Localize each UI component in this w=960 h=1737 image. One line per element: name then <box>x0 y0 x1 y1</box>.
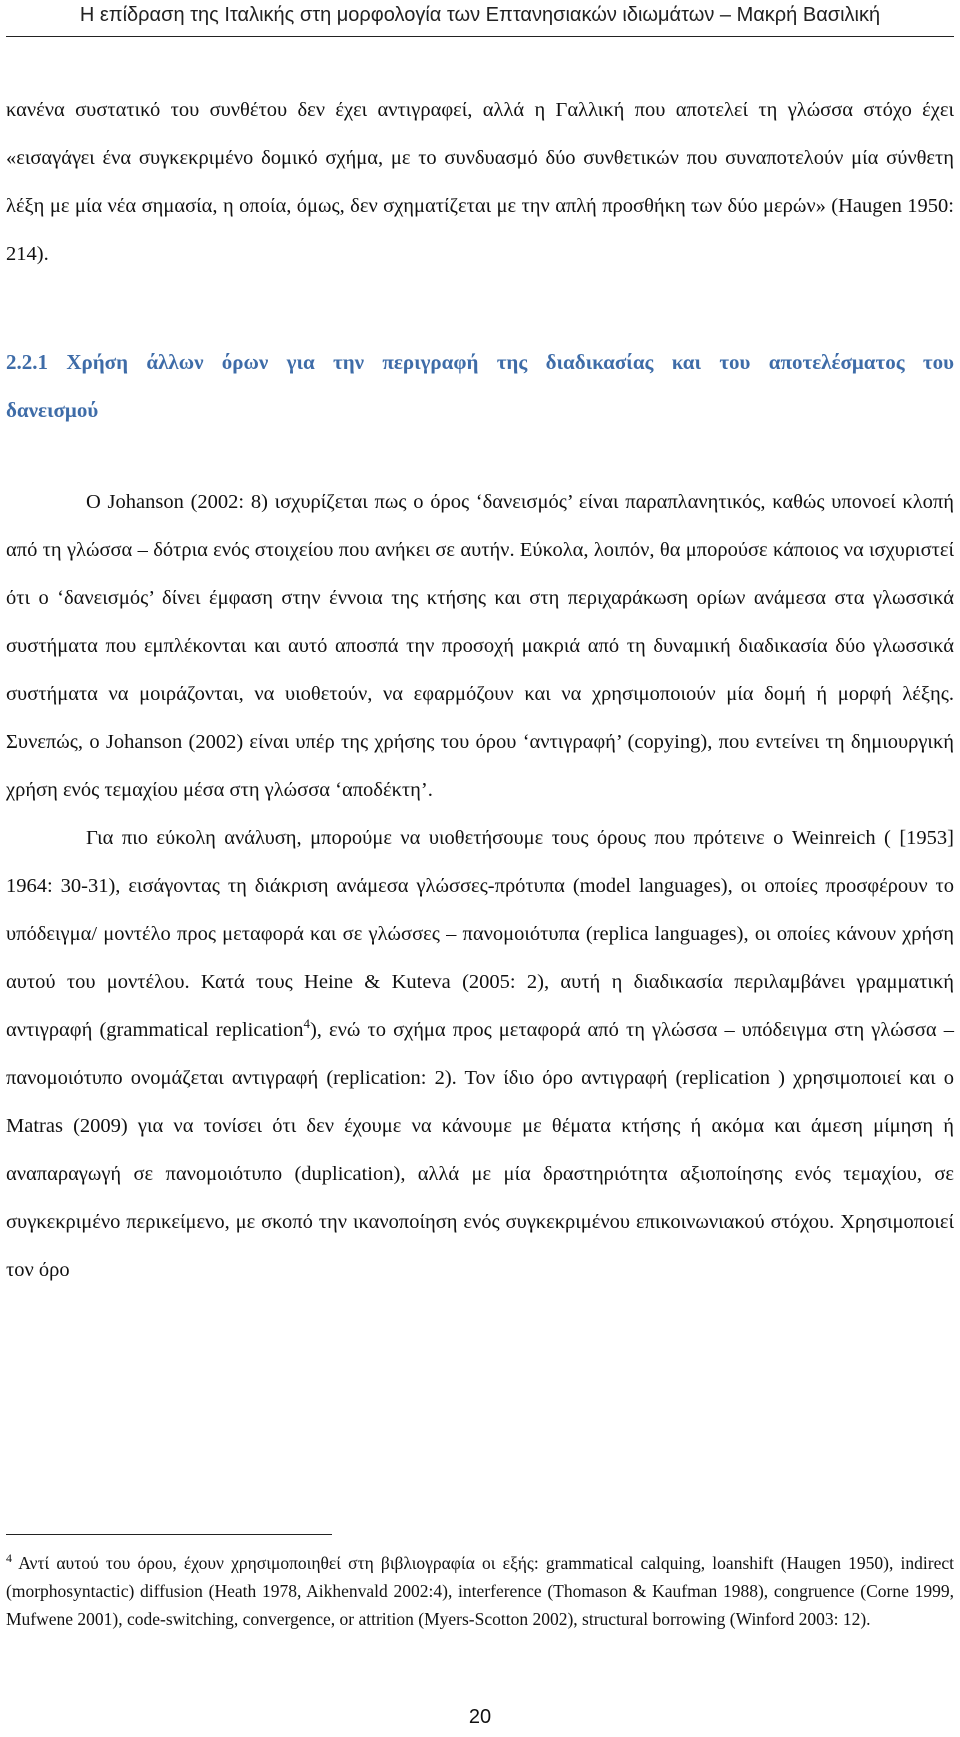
footnote-reference[interactable]: 4 <box>303 1016 310 1032</box>
paragraph-weinreich-part2: ), ενώ το σχήμα προς μεταφορά από τη γλώσσα – υπόδειγμα στη γλώσσα – πανομοιότυπο ονομάζεται αντιγραφή (replication: 2). Τον ίδιο όρο αντιγραφή (replication ) χρησιμοποιεί και ο Matras (2009) για να τονίσει ότι δεν έχουμε να κάνουμε με θέματα κτήσης ή ακόμα και άμεση μίμηση ή αναπαραγωγή σε πανομοιότυπο (duplication), αλλά με μία δραστηριότητα αξιοποίησης ενός τεμαχίου, σε συγκεκριμένο περικείμενο, με σκοπό την ικανοποίηση ενός συγκεκριμένου επικοινωνιακού στόχου. Χρησιμοποιεί τον όρο <box>6 1019 954 1281</box>
footnote <box>6 1549 954 1633</box>
page-number: 20 <box>468 1706 492 1728</box>
paragraph-intro: κανένα συστατικό του συνθέτου δεν έχει αντιγραφεί, αλλά η Γαλλική που αποτελεί τη γλώσσα στόχο έχει «εισαγάγει ένα συγκεκριμένο δομικό σχήμα, με το συνδυασμό δύο συνθετικών που συναποτελούν μία σύνθετη λέξη με μία νέα σημασία, η οποία, όμως, δεν σχηματίζεται με την απλή προσθήκη των δύο μερών» (Haugen 1950: 214). <box>6 99 954 265</box>
footnote-text: Αντί αυτού του όρου, έχουν χρησιμοποιηθεί στη βιβλιογραφία οι εξής: grammatical calquing, loanshift (Haugen 1950), indirect (morphosyntactic) diffusion (Heath 1978, Aikhenvald 2002:4), interference (Thomason & Kaufman 1988), congruence (Corne 1999, Mufwene 2001), code-switching, convergence, or attrition (Myers-Scotton 2002), structural borrowing (Winford 2003: 12). <box>6 1553 954 1629</box>
running-header: Η επίδραση της Ιταλικής στη μορφολογία των Επτανησιακών ιδιωμάτων – Μακρή Βασιλική <box>79 4 881 26</box>
page-body <box>6 86 954 1294</box>
paragraph-weinreich-part1: Για πιο εύκολη ανάλυση, μπορούμε να υιοθετήσουμε τους όρους που πρότεινε ο Weinreich ( [1953] 1964: 30-31), εισάγοντας τη διάκριση ανάμεσα γλώσσες-πρότυπα (model languages), οι οποίες προσφέρουν το υπόδειγμα/ μοντέλο προς μεταφορά και σε γλώσσες – πανομοιότυπα (replica languages), οι οποίες κάνουν χρήση αυτού του μοντέλου. Κατά τους Heine & Kuteva (2005: 2), αυτή η διαδικασία περιλαμβάνει γραμματική αντιγραφή (grammatical replication <box>6 827 954 1041</box>
footnote-number: 4 <box>6 1551 12 1566</box>
footnote-separator <box>6 1534 332 1535</box>
paragraph-weinreich <box>6 814 954 1294</box>
header-rule <box>6 36 954 37</box>
paragraph-johanson: Ο Johanson (2002: 8) ισχυρίζεται πως ο όρος ‘δανεισμός’ είναι παραπλανητικός, καθώς υπονοεί κλοπή από τη γλώσσα – δότρια ενός στοιχείου που ανήκει σε αυτήν. Εύκολα, λοιπόν, θα μπορούσε κάποιος να ισχυριστεί ότι ο ‘δανεισμός’ δίνει έμφαση στην έννοια της κτήσης και στη περιχαράκωση ορίων ανάμεσα στα γλωσσικά συστήματα που εμπλέκονται και αυτό αποσπά την προσοχή μακριά από τη δυναμική διαδικασία δύο γλωσσικά συστήματα να μοιράζονται, να υιοθετούν, να εφαρμόζουν και να χρησιμοποιούν μία δομή ή μορφή λέξης. Συνεπώς, ο Johanson (2002) είναι υπέρ της χρήσης του όρου ‘αντιγραφή’ (copying), που εντείνει τη δημιουργική χρήση ενός τεμαχίου μέσα στη γλώσσα ‘αποδέκτη’. <box>6 491 954 801</box>
heading-spacer <box>6 434 954 478</box>
section-heading: 2.2.1 Χρήση άλλων όρων για την περιγραφή της διαδικασίας και του αποτελέσματος του δανεισμού <box>6 350 954 422</box>
